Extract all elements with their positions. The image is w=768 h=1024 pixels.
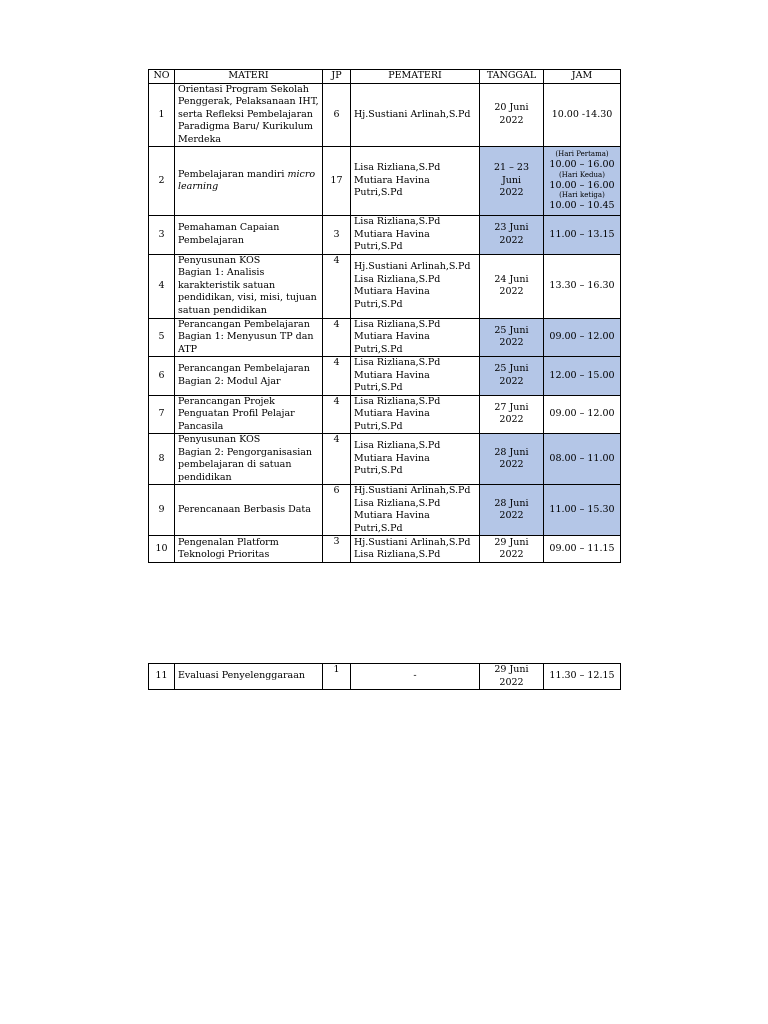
table-row — [149, 254, 621, 318]
row-tanggal — [480, 318, 544, 357]
row-jam: 11.00 – 15.30 — [544, 485, 621, 536]
jam-time: 10.00 – 16.00 — [549, 159, 615, 171]
row-materi — [175, 254, 323, 318]
row-jam: 09.00 – 11.15 — [544, 536, 621, 563]
materi-line: Pengenalan Platform — [178, 536, 279, 548]
tanggal-line: 2022 — [499, 459, 524, 470]
row-jam: 12.00 – 15.00 — [544, 357, 621, 396]
materi-italic: micro — [287, 168, 316, 180]
row-tanggal — [480, 216, 544, 255]
row-jp: 3 — [323, 216, 351, 255]
tanggal-line: 2022 — [499, 375, 524, 387]
pemateri-line: Mutiara Havina Putri,S.Pd — [354, 510, 430, 534]
row-jp: 4 — [323, 254, 351, 318]
hari-label: (Hari ketiga) — [559, 191, 605, 200]
tanggal-line: 25 Juni — [494, 363, 529, 375]
row-jp: 3 — [323, 536, 351, 563]
materi-line: Pancasila — [178, 420, 224, 432]
table-header-row — [149, 70, 621, 84]
schedule-table — [148, 69, 621, 563]
materi-line: Orientasi Program Sekolah — [178, 83, 309, 95]
row-jp: 6 — [323, 485, 351, 536]
row-pemateri — [351, 254, 480, 318]
pemateri-line: Hj.Sustiani Arlinah,S.Pd — [354, 536, 471, 548]
pemateri-line: Mutiara Havina Putri,S.Pd — [354, 228, 430, 252]
materi-line: Penggerak, Pelaksanaan IHT, — [178, 96, 319, 107]
row-pemateri — [351, 434, 480, 485]
materi-italic: learning — [178, 181, 219, 192]
pemateri-line: Hj.Sustiani Arlinah,S.Pd — [354, 485, 471, 496]
row-tanggal — [480, 434, 544, 485]
row-jam: 09.00 – 12.00 — [544, 318, 621, 357]
header-pemateri: PEMATERI — [351, 70, 480, 84]
tanggal-line: 20 Juni — [494, 102, 529, 114]
table-row — [149, 147, 621, 216]
materi-line: Paradigma Baru/ Kurikulum — [178, 121, 313, 132]
tanggal-line: 2022 — [499, 114, 524, 126]
materi-line: Perancangan Projek — [178, 395, 275, 407]
table-row — [149, 318, 621, 357]
row-materi — [175, 485, 323, 536]
row-tanggal — [480, 395, 544, 434]
tanggal-line: 24 Juni — [494, 273, 529, 285]
tanggal-line: 2022 — [499, 510, 524, 521]
row-no: 11 — [149, 664, 175, 690]
materi-line: Pembelajaran — [178, 234, 244, 246]
pemateri-line: Lisa Rizliana,S.Pd — [354, 440, 441, 452]
row-jam: 10.00 -14.30 — [544, 83, 621, 147]
row-tanggal — [480, 254, 544, 318]
row-no: 7 — [149, 395, 175, 434]
tanggal-line: 2022 — [499, 676, 524, 688]
tanggal-line: 29 Juni — [494, 536, 529, 548]
row-jp: 6 — [323, 83, 351, 147]
row-pemateri — [351, 664, 480, 690]
row-pemateri — [351, 83, 480, 147]
pemateri-line: Lisa Rizliana,S.Pd — [354, 162, 441, 174]
hari-label: (Hari Pertama) — [555, 150, 609, 159]
pemateri-line: Mutiara Havina Putri,S.Pd — [354, 452, 430, 477]
pemateri-line: Lisa Rizliana,S.Pd — [354, 216, 441, 227]
row-jam: 08.00 – 11.00 — [544, 434, 621, 485]
row-jam: 11.30 – 12.15 — [544, 664, 621, 690]
row-no: 3 — [149, 216, 175, 255]
materi-line: pendidikan, visi, misi, tujuan — [178, 292, 317, 304]
row-jp: 4 — [323, 434, 351, 485]
row-no: 10 — [149, 536, 175, 563]
materi-line: karakteristik satuan — [178, 279, 276, 291]
row-materi — [175, 434, 323, 485]
materi-line: satuan pendidikan — [178, 304, 267, 316]
materi-line: Bagian 2: Pengorganisasian — [178, 446, 313, 458]
row-no: 4 — [149, 254, 175, 318]
row-materi — [175, 147, 323, 216]
table-row — [149, 485, 621, 536]
header-jam: JAM — [544, 70, 621, 84]
pemateri-line: - — [413, 670, 417, 682]
materi-line: Perencanaan Berbasis Data — [178, 503, 311, 515]
row-tanggal — [480, 485, 544, 536]
row-pemateri — [351, 318, 480, 357]
row-jp: 4 — [323, 318, 351, 357]
materi-line: Evaluasi Penyelenggaraan — [178, 670, 306, 682]
pemateri-line: Mutiara Havina Putri,S.Pd — [354, 174, 430, 199]
schedule-table-continued — [148, 663, 621, 690]
materi-line: Bagian 2: Modul Ajar — [178, 375, 281, 387]
row-materi — [175, 83, 323, 147]
row-materi — [175, 664, 323, 690]
pemateri-line: Lisa Rizliana,S.Pd — [354, 549, 441, 560]
jam-time: 10.00 – 16.00 — [549, 179, 615, 191]
table-row — [149, 536, 621, 563]
pemateri-line: Mutiara Havina Putri,S.Pd — [354, 331, 430, 355]
materi-line: Bagian 1: Analisis — [178, 267, 265, 279]
materi-line: Bagian 1: Menyusun TP dan — [178, 331, 314, 342]
pemateri-line: Hj.Sustiani Arlinah,S.Pd — [354, 108, 471, 120]
pemateri-line: Lisa Rizliana,S.Pd — [354, 357, 441, 368]
pemateri-line: Mutiara Havina Putri,S.Pd — [354, 286, 430, 310]
tanggal-line: 2022 — [499, 234, 524, 246]
tanggal-line: 23 Juni — [494, 222, 529, 234]
row-jam: 11.00 – 13.15 — [544, 216, 621, 255]
materi-text: Pembelajaran mandiri — [178, 168, 288, 180]
materi-line: Perancangan Pembelajaran — [178, 363, 310, 375]
materi-line: Penyusunan KOS — [178, 254, 261, 266]
row-jam — [544, 147, 621, 216]
jam-time: 10.00 – 10.45 — [549, 200, 615, 212]
row-no: 1 — [149, 83, 175, 147]
tanggal-line: 29 Juni — [494, 664, 529, 675]
row-no: 5 — [149, 318, 175, 357]
pemateri-line: Lisa Rizliana,S.Pd — [354, 318, 441, 330]
materi-line: Penyusunan KOS — [178, 434, 261, 445]
row-materi — [175, 357, 323, 396]
table-row — [149, 83, 621, 147]
materi-line: Teknologi Prioritas — [178, 549, 270, 560]
table-row — [149, 395, 621, 434]
tanggal-line: 25 Juni — [494, 324, 529, 336]
materi-line: Perancangan Pembelajaran — [178, 318, 310, 330]
row-pemateri — [351, 485, 480, 536]
pemateri-line: Mutiara Havina Putri,S.Pd — [354, 369, 430, 393]
row-tanggal — [480, 83, 544, 147]
row-tanggal — [480, 664, 544, 690]
tanggal-line: 2022 — [499, 549, 524, 560]
tanggal-line: 2022 — [499, 414, 524, 426]
tanggal-line: 21 – 23 Juni — [494, 162, 529, 186]
row-jp: 1 — [323, 664, 351, 690]
row-no: 2 — [149, 147, 175, 216]
materi-line: Merdeka — [178, 133, 222, 145]
materi-line: Pemahaman Capaian — [178, 222, 280, 234]
header-no: NO — [149, 70, 175, 84]
row-pemateri — [351, 216, 480, 255]
row-tanggal — [480, 147, 544, 216]
row-jp: 4 — [323, 395, 351, 434]
row-no: 6 — [149, 357, 175, 396]
header-tanggal: TANGGAL — [480, 70, 544, 84]
tanggal-line: 28 Juni — [494, 497, 529, 509]
pemateri-line: Lisa Rizliana,S.Pd — [354, 395, 441, 407]
row-pemateri — [351, 395, 480, 434]
row-jp: 17 — [323, 147, 351, 216]
row-materi — [175, 318, 323, 357]
table-row — [149, 664, 621, 690]
row-no: 9 — [149, 485, 175, 536]
materi-line: Penguatan Profil Pelajar — [178, 408, 295, 419]
materi-line: pembelajaran di satuan — [178, 459, 292, 470]
tanggal-line: 27 Juni — [494, 401, 529, 413]
row-jp: 4 — [323, 357, 351, 396]
pemateri-line: Mutiara Havina Putri,S.Pd — [354, 408, 430, 432]
materi-line: serta Refleksi Pembelajaran — [178, 108, 313, 120]
row-materi — [175, 395, 323, 434]
row-materi — [175, 536, 323, 563]
tanggal-line: 2022 — [499, 337, 524, 349]
header-jp: JP — [323, 70, 351, 84]
row-materi — [175, 216, 323, 255]
hari-label: (Hari Kedua) — [559, 170, 605, 179]
table-row — [149, 216, 621, 255]
header-materi: MATERI — [175, 70, 323, 84]
row-pemateri — [351, 357, 480, 396]
row-jam: 09.00 – 12.00 — [544, 395, 621, 434]
tanggal-line: 28 Juni — [494, 446, 529, 458]
row-pemateri — [351, 536, 480, 563]
pemateri-line: Lisa Rizliana,S.Pd — [354, 273, 441, 285]
row-tanggal — [480, 536, 544, 563]
row-no: 8 — [149, 434, 175, 485]
pemateri-line: Hj.Sustiani Arlinah,S.Pd — [354, 261, 471, 272]
row-pemateri — [351, 147, 480, 216]
tanggal-line: 2022 — [499, 286, 524, 297]
materi-line: ATP — [178, 343, 198, 355]
row-tanggal — [480, 357, 544, 396]
row-jam: 13.30 – 16.30 — [544, 254, 621, 318]
table-row — [149, 357, 621, 396]
pemateri-line: Lisa Rizliana,S.Pd — [354, 497, 441, 509]
table-row — [149, 434, 621, 485]
materi-line: pendidikan — [178, 471, 232, 483]
tanggal-line: 2022 — [499, 187, 524, 199]
